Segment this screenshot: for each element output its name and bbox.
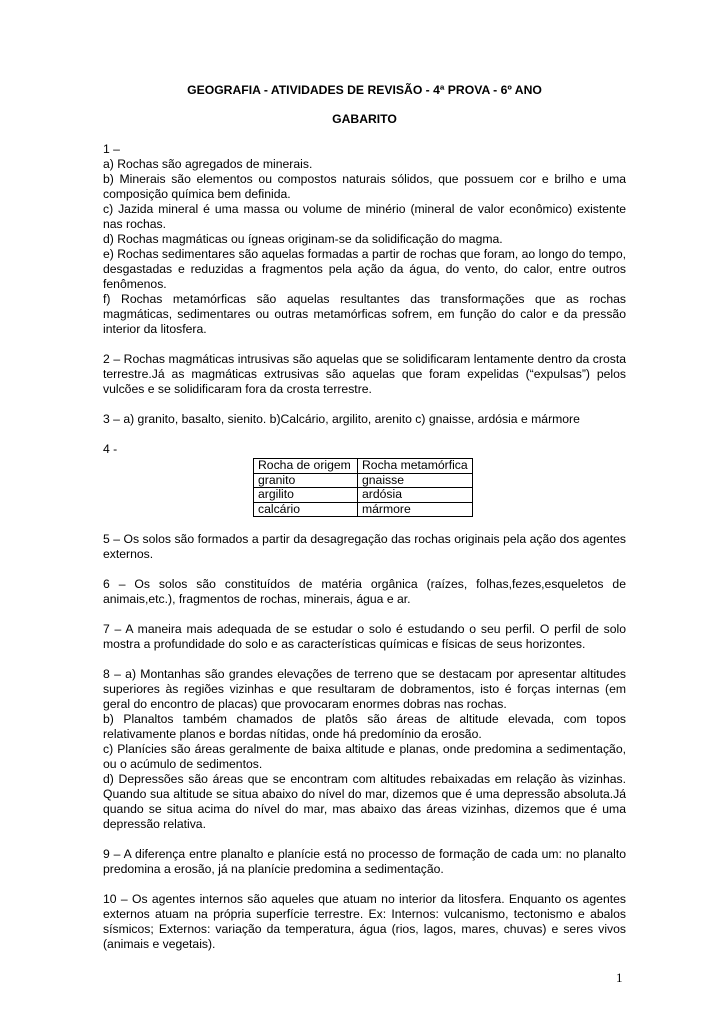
table-row (254, 473, 473, 488)
table-cell: calcário (254, 502, 358, 517)
document-page (103, 83, 626, 952)
table-row (254, 502, 473, 517)
table-row (254, 488, 473, 503)
question-4 (103, 442, 626, 517)
table-cell: mármore (358, 502, 473, 517)
answer-8b: b) Planaltos também chamados de platôs são áreas de altitude elevada, com topos relativamente planos e bordas nítidas, onde há predomínio da erosão. (103, 712, 626, 741)
question-6: 6 – Os solos são constituídos de matéria orgânica (raízes, folhas,fezes,esqueletos de animais,etc.), fragmentos de rochas, minerais, água e ar. (103, 577, 626, 606)
answer-1a: a) Rochas são agregados de minerais. (103, 157, 313, 171)
document-title: GEOGRAFIA - ATIVIDADES DE REVISÃO - 4ª PROVA - 6º ANO (187, 83, 542, 97)
page-number: 1 (616, 970, 623, 985)
answer-1e: e) Rochas sedimentares são aquelas formadas a partir de rochas que foram, ao longo do tempo, desgastadas e reduzidas a fragmentos pela ação da água, do vento, do calor, entre outros fenômenos. (103, 247, 627, 291)
table-header-cell: Rocha de origem (254, 459, 358, 474)
answer-1f: f) Rochas metamórficas são aquelas resultantes das transformações que as rochas magmáticas, sedimentares ou outras metamórficas sofrem, em função do calor e da pressão interior da litosfera. (103, 292, 626, 336)
question-2: 2 – Rochas magmáticas intrusivas são aquelas que se solidificaram lentamente dentro da crosta terrestre.Já as magmáticas extrusivas são aquelas que foram expelidas (“expulsas”) pelos vulcões e se solidificaram fora da crosta terrestre. (103, 352, 626, 396)
table-cell: granito (254, 473, 358, 488)
table-cell: argilito (254, 488, 358, 503)
rock-table (253, 458, 473, 517)
table-header-cell: Rocha metamórfica (358, 459, 473, 474)
answer-1b: b) Minerais são elementos ou compostos naturais sólidos, que possuem cor e brilho e uma composição química bem definida. (103, 172, 626, 201)
answer-8c: c) Planícies são áreas geralmente de baixa altitude e planas, onde predomina a sedimentação, ou o acúmulo de sedimentos. (103, 742, 626, 771)
answer-1d: d) Rochas magmáticas ou ígneas originam-se da solidificação do magma. (103, 232, 503, 246)
answer-8a: 8 – a) Montanhas são grandes elevações de terreno que se destacam por apresentar altitudes superiores às regiões vizinhas e que resultaram de dobramentos, isto é forças internas (em geral do encontro de placas) que provocaram enormes dobras nas rochas. (103, 667, 626, 711)
question-5: 5 – Os solos são formados a partir da desagregação das rochas originais pela ação dos agentes externos. (103, 532, 626, 561)
document-subtitle: GABARITO (332, 112, 397, 126)
question-1 (103, 142, 626, 337)
table-header-row (254, 459, 473, 474)
table-cell: gnaisse (358, 473, 473, 488)
answer-8d: d) Depressões são áreas que se encontram com altitudes rebaixadas em relação às vizinhas. Quando sua altitude se situa abaixo do nível do mar, dizemos que é uma depressão absoluta.Já quando se situa acima do nível do mar, mas abaixo das áreas vizinhas, dizemos que é uma depressão relativa. (103, 772, 626, 831)
question-9: 9 – A diferença entre planalto e planície está no processo de formação de cada um: no planalto predomina a erosão, já na planície predomina a sedimentação. (103, 847, 626, 876)
question-8 (103, 667, 626, 832)
question-4-number: 4 - (103, 442, 118, 456)
answer-1c: c) Jazida mineral é uma massa ou volume de minério (mineral de valor econômico) existente nas rochas. (103, 202, 626, 231)
question-7: 7 – A maneira mais adequada de se estudar o solo é estudando o seu perfil. O perfil de solo mostra a profundidade do solo e as características químicas e físicas de seus horizontes. (103, 622, 626, 651)
rock-table-wrapper (253, 458, 626, 517)
question-1-number: 1 – (103, 142, 120, 156)
table-cell: ardósia (358, 488, 473, 503)
question-10: 10 – Os agentes internos são aqueles que atuam no interior da litosfera. Enquanto os agentes externos atuam na própria superfície terrestre. Ex: Internos: vulcanismo, tectonismo e abalos sísmicos; Externos: variação da temperatura, água (rios, lagos, mares, chuvas) e seres vivos (animais e vegetais). (103, 892, 626, 951)
question-3: 3 – a) granito, basalto, sienito. b)Calcário, argilito, arenito c) gnaisse, ardósia e mármore (103, 412, 580, 426)
